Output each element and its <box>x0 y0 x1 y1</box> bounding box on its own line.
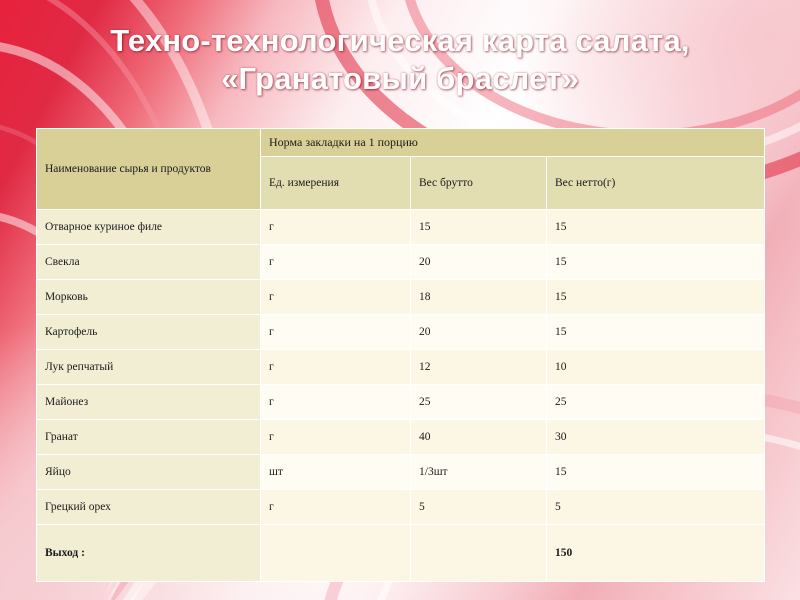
cell-total-label: Выход : <box>37 525 261 582</box>
cell-net: 5 <box>547 490 765 525</box>
table-row-total <box>37 525 765 582</box>
cell-unit: г <box>261 280 411 315</box>
cell-gross: 15 <box>411 210 547 245</box>
cell-ingredient-name: Майонез <box>37 385 261 420</box>
header-cell-net: Вес нетто(г) <box>547 157 765 210</box>
cell-gross: 18 <box>411 280 547 315</box>
table-body <box>37 210 765 582</box>
cell-net: 15 <box>547 210 765 245</box>
table-header-row-top <box>37 129 765 157</box>
table-row <box>37 210 765 245</box>
recipe-table <box>36 128 765 582</box>
header-cell-name: Наименование сырья и продуктов <box>37 129 261 210</box>
cell-ingredient-name: Яйцо <box>37 455 261 490</box>
cell-ingredient-name: Картофель <box>37 315 261 350</box>
cell-ingredient-name: Грецкий орех <box>37 490 261 525</box>
table-row <box>37 490 765 525</box>
table-row <box>37 455 765 490</box>
cell-unit: шт <box>261 455 411 490</box>
slide-title: Техно-технологическая карта салата, «Гранатовый браслет» <box>110 23 690 96</box>
cell-gross: 20 <box>411 315 547 350</box>
table-row <box>37 280 765 315</box>
cell-gross: 1/3шт <box>411 455 547 490</box>
cell-unit: г <box>261 315 411 350</box>
cell-net: 25 <box>547 385 765 420</box>
cell-unit: г <box>261 420 411 455</box>
cell-gross: 12 <box>411 350 547 385</box>
table-row <box>37 385 765 420</box>
cell-gross: 25 <box>411 385 547 420</box>
cell-total-gross <box>411 525 547 582</box>
cell-net: 15 <box>547 455 765 490</box>
cell-net: 15 <box>547 315 765 350</box>
cell-unit: г <box>261 490 411 525</box>
cell-unit: г <box>261 350 411 385</box>
table-row <box>37 350 765 385</box>
table-row <box>37 420 765 455</box>
cell-net: 15 <box>547 280 765 315</box>
cell-net: 10 <box>547 350 765 385</box>
header-cell-unit: Ед. измерения <box>261 157 411 210</box>
cell-unit: г <box>261 245 411 280</box>
table-row <box>37 245 765 280</box>
table-row <box>37 315 765 350</box>
cell-unit: г <box>261 210 411 245</box>
cell-total-net: 150 <box>547 525 765 582</box>
cell-gross: 20 <box>411 245 547 280</box>
cell-gross: 40 <box>411 420 547 455</box>
cell-ingredient-name: Отварное куриное филе <box>37 210 261 245</box>
cell-net: 30 <box>547 420 765 455</box>
cell-ingredient-name: Свекла <box>37 245 261 280</box>
header-cell-group: Норма закладки на 1 порцию <box>261 129 765 157</box>
cell-unit: г <box>261 385 411 420</box>
cell-ingredient-name: Гранат <box>37 420 261 455</box>
cell-ingredient-name: Морковь <box>37 280 261 315</box>
recipe-table-container <box>36 128 764 582</box>
header-cell-gross: Вес брутто <box>411 157 547 210</box>
cell-gross: 5 <box>411 490 547 525</box>
cell-total-unit <box>261 525 411 582</box>
cell-net: 15 <box>547 245 765 280</box>
table-header <box>37 129 765 210</box>
cell-ingredient-name: Лук репчатый <box>37 350 261 385</box>
